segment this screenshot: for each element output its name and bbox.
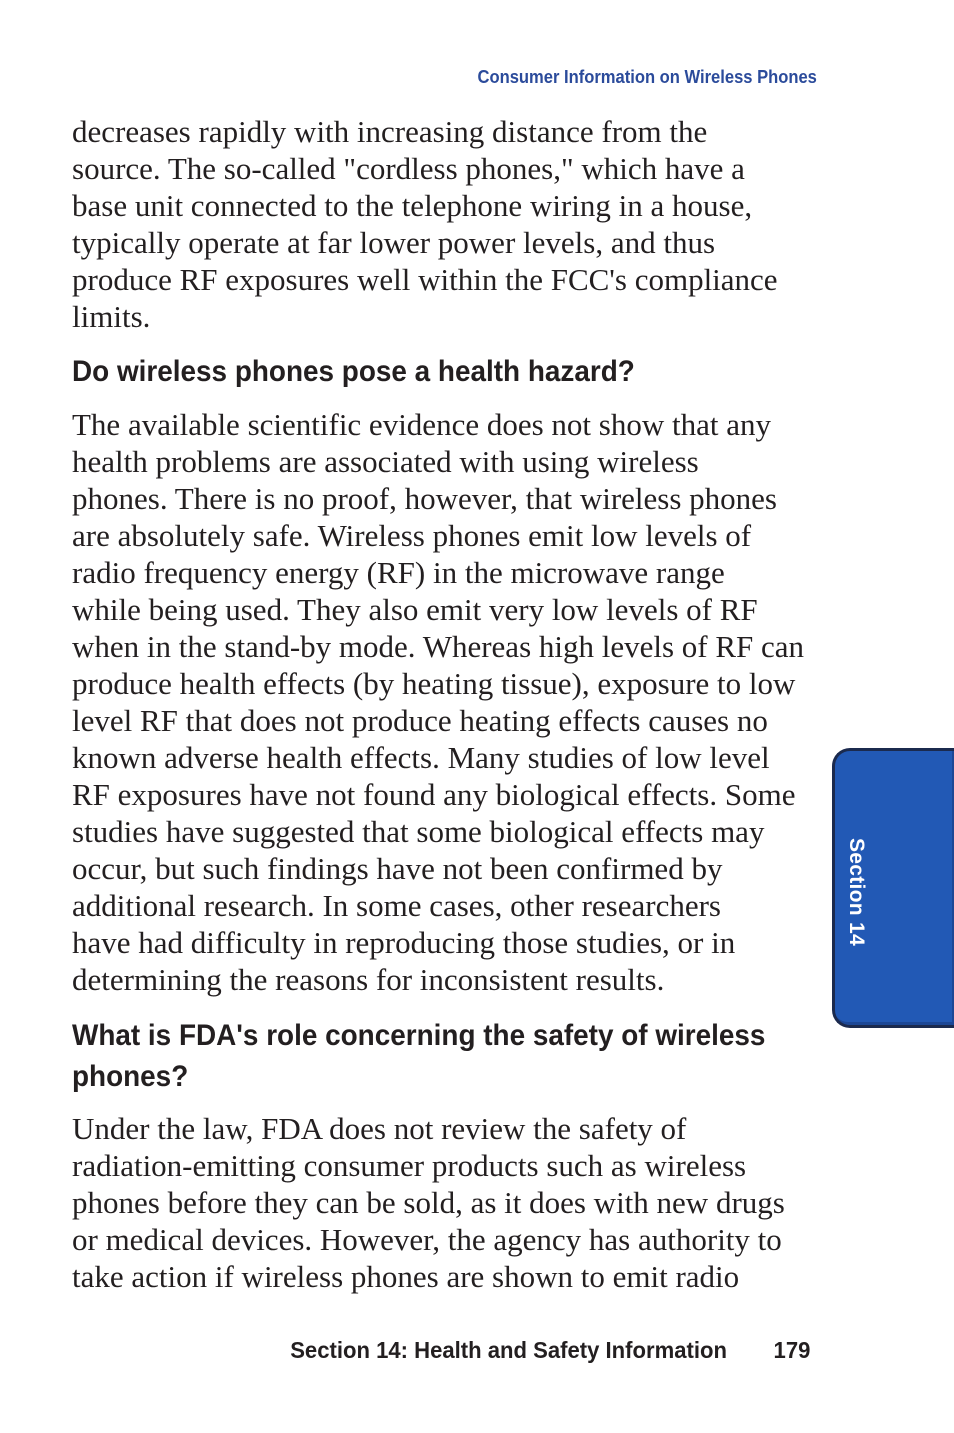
text-line: typically operate at far lower power levels, and thus — [72, 225, 716, 260]
text-line: are absolutely safe. Wireless phones emit low levels of — [72, 518, 752, 553]
section-tab-label: Section 14 — [845, 837, 868, 947]
text-line: limits. — [72, 299, 151, 334]
footer-section-title: Section 14: Health and Safety Information — [290, 1337, 727, 1363]
text-line: phones. There is no proof, however, that wireless phones — [72, 481, 777, 516]
section-heading-health-hazard: Do wireless phones pose a health hazard? — [72, 355, 635, 388]
text-line: base unit connected to the telephone wiring in a house, — [72, 188, 753, 223]
text-line: determining the reasons for inconsistent results. — [72, 962, 665, 997]
text-line: additional research. In some cases, other researchers — [72, 888, 721, 923]
text-line: The available scientific evidence does not show that any — [72, 407, 771, 442]
section-heading-fda-role: What is FDA's role concerning the safety of wireless phones? — [72, 1019, 766, 1093]
text-line: while being used. They also emit very low levels of RF — [72, 592, 758, 627]
text-line: RF exposures have not found any biological effects. Some — [72, 777, 796, 812]
text-line: health problems are associated with using wireless — [72, 444, 699, 479]
text-line: when in the stand-by mode. Whereas high levels of RF can — [72, 629, 805, 664]
text-line: studies have suggested that some biological effects may — [72, 814, 765, 849]
text-line: level RF that does not produce heating effects causes no — [72, 703, 768, 738]
text-line: produce health effects (by heating tissue), exposure to low — [72, 666, 796, 701]
text-line: or medical devices. However, the agency has authority to — [72, 1222, 782, 1257]
text-line: take action if wireless phones are shown to emit radio — [72, 1259, 740, 1294]
text-line: decreases rapidly with increasing distance from the — [72, 114, 708, 149]
text-line: source. The so-called "cordless phones," which have a — [72, 151, 745, 186]
text-line: Under the law, FDA does not review the safety of — [72, 1111, 687, 1146]
text-line: phones before they can be sold, as it does with new drugs — [72, 1185, 785, 1220]
text-line: radiation-emitting consumer products such as wireless — [72, 1148, 747, 1183]
paragraph-fda-law — [72, 1110, 815, 1295]
paragraph-cordless-phones — [72, 113, 815, 335]
text-line: produce RF exposures well within the FCC's compliance — [72, 262, 778, 297]
section-tab[interactable] — [832, 748, 954, 1028]
running-header-title: Consumer Information on Wireless Phones — [477, 67, 817, 87]
text-line: known adverse health effects. Many studies of low level — [72, 740, 770, 775]
text-line: radio frequency energy (RF) in the microwave range — [72, 555, 725, 590]
page-number: 179 — [773, 1337, 810, 1363]
paragraph-scientific-evidence — [72, 406, 815, 998]
text-line: occur, but such findings have not been confirmed by — [72, 851, 723, 886]
text-line: have had difficulty in reproducing those studies, or in — [72, 925, 736, 960]
